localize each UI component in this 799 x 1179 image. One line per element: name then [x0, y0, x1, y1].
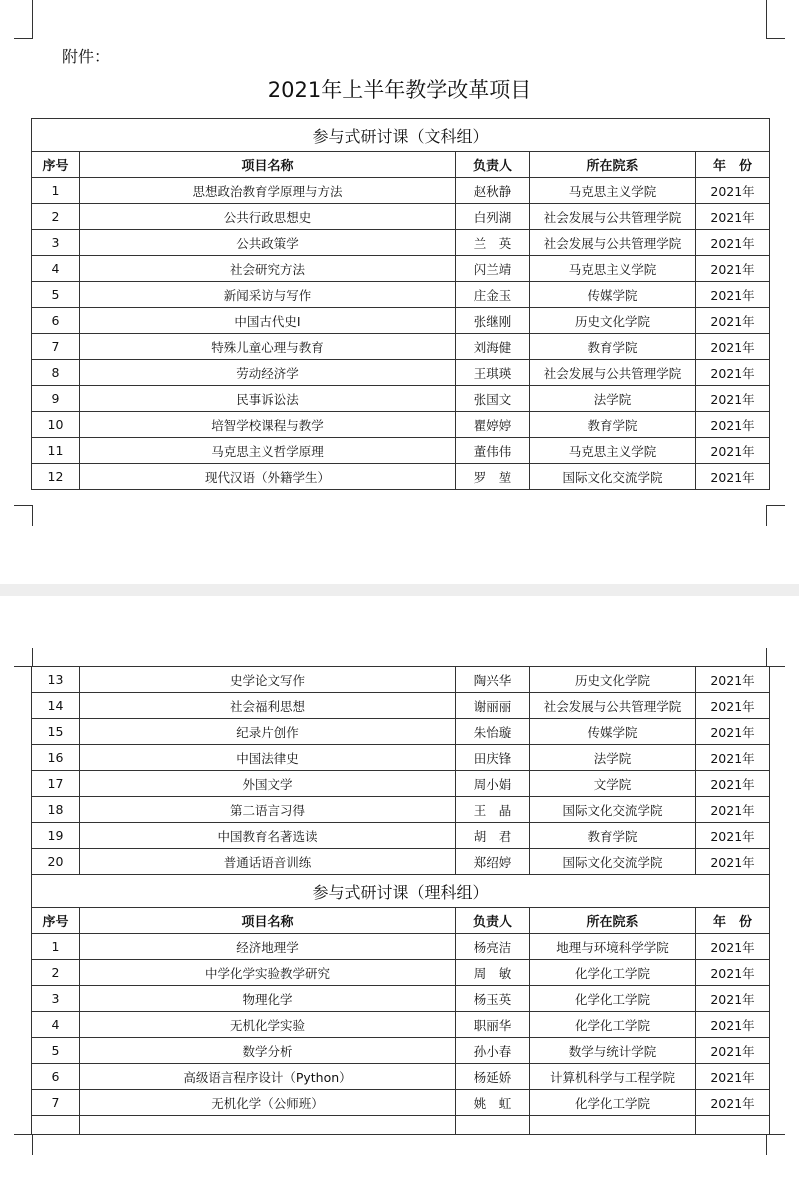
cell-leader: 庄金玉 [456, 282, 530, 308]
cell-no: 17 [32, 771, 80, 797]
cell-dept: 化学化工学院 [530, 1012, 696, 1038]
cell-no: 20 [32, 849, 80, 875]
cell-leader: 兰 英 [456, 230, 530, 256]
table-row [32, 1064, 770, 1090]
cell-year: 2021年 [696, 1064, 770, 1090]
table-row [32, 360, 770, 386]
table-row [32, 204, 770, 230]
cell-year: 2021年 [696, 386, 770, 412]
cell-name: 中国教育名著选读 [80, 823, 456, 849]
cell-year: 2021年 [696, 438, 770, 464]
header-name: 项目名称 [80, 152, 456, 178]
empty-row [32, 1116, 770, 1135]
cell-dept: 历史文化学院 [530, 308, 696, 334]
cell-no: 4 [32, 256, 80, 282]
cell-dept: 化学化工学院 [530, 1090, 696, 1116]
cell-name: 史学论文写作 [80, 667, 456, 693]
cell-dept: 教育学院 [530, 412, 696, 438]
cell-dept: 计算机科学与工程学院 [530, 1064, 696, 1090]
cell-leader: 王琪瑛 [456, 360, 530, 386]
liberal-arts-table [31, 118, 770, 490]
header-name: 项目名称 [80, 908, 456, 934]
cell-dept: 地理与环境科学学院 [530, 934, 696, 960]
cell-dept: 法学院 [530, 745, 696, 771]
cell-year: 2021年 [696, 934, 770, 960]
document-page-2 [0, 596, 799, 1179]
cell-name: 社会福利思想 [80, 693, 456, 719]
table-row [32, 960, 770, 986]
cell-name: 无机化学（公师班） [80, 1090, 456, 1116]
empty-cell [80, 1116, 456, 1135]
table-row [32, 667, 770, 693]
cell-leader: 杨延娇 [456, 1064, 530, 1090]
header-leader: 负责人 [456, 152, 530, 178]
cell-year: 2021年 [696, 178, 770, 204]
cell-leader: 白列湖 [456, 204, 530, 230]
cell-year: 2021年 [696, 667, 770, 693]
page-gap [0, 584, 799, 596]
table-row [32, 334, 770, 360]
cell-dept: 教育学院 [530, 334, 696, 360]
cell-dept: 社会发展与公共管理学院 [530, 360, 696, 386]
cell-dept: 数学与统计学院 [530, 1038, 696, 1064]
cell-leader: 职丽华 [456, 1012, 530, 1038]
table-row [32, 412, 770, 438]
section-row [32, 119, 770, 152]
cell-dept: 化学化工学院 [530, 960, 696, 986]
cell-year: 2021年 [696, 986, 770, 1012]
table-row [32, 230, 770, 256]
cell-dept: 社会发展与公共管理学院 [530, 693, 696, 719]
table-row [32, 464, 770, 490]
cell-name: 物理化学 [80, 986, 456, 1012]
cell-no: 2 [32, 204, 80, 230]
cell-name: 无机化学实验 [80, 1012, 456, 1038]
crop-mark [766, 0, 785, 39]
cell-year: 2021年 [696, 823, 770, 849]
cell-no: 7 [32, 334, 80, 360]
table-row [32, 986, 770, 1012]
cell-name: 公共行政思想史 [80, 204, 456, 230]
table-row [32, 308, 770, 334]
table-row [32, 934, 770, 960]
cell-dept: 教育学院 [530, 823, 696, 849]
table-row [32, 1012, 770, 1038]
empty-cell [456, 1116, 530, 1135]
table-row [32, 1038, 770, 1064]
cell-year: 2021年 [696, 334, 770, 360]
cell-dept: 国际文化交流学院 [530, 797, 696, 823]
crop-mark [766, 505, 785, 526]
header-row [32, 152, 770, 178]
cell-dept: 马克思主义学院 [530, 178, 696, 204]
cell-no: 6 [32, 1064, 80, 1090]
cell-leader: 董伟伟 [456, 438, 530, 464]
cell-no: 8 [32, 360, 80, 386]
cell-name: 特殊儿童心理与教育 [80, 334, 456, 360]
cell-year: 2021年 [696, 960, 770, 986]
cell-year: 2021年 [696, 693, 770, 719]
header-no: 序号 [32, 908, 80, 934]
cell-leader: 赵秋静 [456, 178, 530, 204]
crop-mark [14, 1134, 33, 1155]
cell-no: 14 [32, 693, 80, 719]
crop-mark [766, 1134, 785, 1155]
header-leader: 负责人 [456, 908, 530, 934]
header-year: 年 份 [696, 152, 770, 178]
table-row [32, 719, 770, 745]
cell-name: 经济地理学 [80, 934, 456, 960]
header-dept: 所在院系 [530, 152, 696, 178]
section-title-science: 参与式研讨课（理科组） [32, 875, 770, 908]
cell-name: 外国文学 [80, 771, 456, 797]
cell-dept: 国际文化交流学院 [530, 849, 696, 875]
cell-leader: 孙小春 [456, 1038, 530, 1064]
table-row [32, 386, 770, 412]
crop-mark [766, 648, 785, 667]
cell-no: 6 [32, 308, 80, 334]
cell-leader: 周小娟 [456, 771, 530, 797]
cell-name: 现代汉语（外籍学生） [80, 464, 456, 490]
table-row [32, 178, 770, 204]
cell-leader: 瞿婷婷 [456, 412, 530, 438]
empty-cell [32, 1116, 80, 1135]
cell-leader: 张继刚 [456, 308, 530, 334]
header-dept: 所在院系 [530, 908, 696, 934]
cell-no: 9 [32, 386, 80, 412]
cell-name: 普通话语音训练 [80, 849, 456, 875]
cell-leader: 杨玉英 [456, 986, 530, 1012]
cell-name: 思想政治教育学原理与方法 [80, 178, 456, 204]
cell-leader: 闪兰靖 [456, 256, 530, 282]
cell-name: 劳动经济学 [80, 360, 456, 386]
cell-leader: 胡 君 [456, 823, 530, 849]
cell-no: 4 [32, 1012, 80, 1038]
cell-year: 2021年 [696, 256, 770, 282]
cell-leader: 杨亮洁 [456, 934, 530, 960]
document-page-1 [0, 0, 799, 584]
cell-dept: 社会发展与公共管理学院 [530, 204, 696, 230]
empty-cell [696, 1116, 770, 1135]
cell-name: 高级语言程序设计（Python） [80, 1064, 456, 1090]
cell-year: 2021年 [696, 204, 770, 230]
cell-dept: 传媒学院 [530, 719, 696, 745]
table-row [32, 256, 770, 282]
table-row [32, 693, 770, 719]
section-title-liberal-arts: 参与式研讨课（文科组） [32, 119, 770, 152]
table-row [32, 1090, 770, 1116]
empty-cell [530, 1116, 696, 1135]
cell-name: 马克思主义哲学原理 [80, 438, 456, 464]
cell-leader: 朱怡璇 [456, 719, 530, 745]
attachment-label: 附件： [62, 47, 111, 66]
document-title: 2021年上半年教学改革项目 [267, 78, 532, 102]
cell-leader: 郑绍婷 [456, 849, 530, 875]
cell-leader: 谢丽丽 [456, 693, 530, 719]
continued-table [31, 666, 770, 1135]
cell-year: 2021年 [696, 849, 770, 875]
crop-mark [14, 648, 33, 667]
cell-name: 数学分析 [80, 1038, 456, 1064]
cell-no: 7 [32, 1090, 80, 1116]
cell-no: 1 [32, 178, 80, 204]
cell-no: 10 [32, 412, 80, 438]
table-row [32, 282, 770, 308]
header-year: 年 份 [696, 908, 770, 934]
cell-no: 18 [32, 797, 80, 823]
table-row [32, 849, 770, 875]
cell-no: 2 [32, 960, 80, 986]
cell-dept: 马克思主义学院 [530, 256, 696, 282]
cell-no: 3 [32, 986, 80, 1012]
table-row [32, 745, 770, 771]
cell-leader: 姚 虹 [456, 1090, 530, 1116]
cell-leader: 张国文 [456, 386, 530, 412]
cell-year: 2021年 [696, 719, 770, 745]
cell-year: 2021年 [696, 797, 770, 823]
cell-year: 2021年 [696, 308, 770, 334]
cell-year: 2021年 [696, 282, 770, 308]
cell-no: 16 [32, 745, 80, 771]
cell-dept: 马克思主义学院 [530, 438, 696, 464]
cell-year: 2021年 [696, 360, 770, 386]
cell-leader: 罗 堃 [456, 464, 530, 490]
cell-dept: 文学院 [530, 771, 696, 797]
cell-name: 中学化学实验教学研究 [80, 960, 456, 986]
table-row [32, 438, 770, 464]
cell-year: 2021年 [696, 771, 770, 797]
cell-dept: 传媒学院 [530, 282, 696, 308]
cell-no: 11 [32, 438, 80, 464]
table-row [32, 823, 770, 849]
cell-no: 3 [32, 230, 80, 256]
cell-leader: 王 晶 [456, 797, 530, 823]
cell-year: 2021年 [696, 1012, 770, 1038]
cell-name: 中国法律史 [80, 745, 456, 771]
cell-leader: 周 敏 [456, 960, 530, 986]
cell-dept: 化学化工学院 [530, 986, 696, 1012]
cell-name: 公共政策学 [80, 230, 456, 256]
cell-dept: 社会发展与公共管理学院 [530, 230, 696, 256]
cell-name: 社会研究方法 [80, 256, 456, 282]
cell-leader: 刘海健 [456, 334, 530, 360]
cell-year: 2021年 [696, 412, 770, 438]
cell-leader: 陶兴华 [456, 667, 530, 693]
section-row [32, 875, 770, 908]
cell-name: 民事诉讼法 [80, 386, 456, 412]
cell-dept: 国际文化交流学院 [530, 464, 696, 490]
cell-dept: 历史文化学院 [530, 667, 696, 693]
cell-no: 13 [32, 667, 80, 693]
cell-name: 中国古代史I [80, 308, 456, 334]
crop-mark [14, 0, 33, 39]
cell-dept: 法学院 [530, 386, 696, 412]
cell-no: 1 [32, 934, 80, 960]
cell-year: 2021年 [696, 464, 770, 490]
cell-no: 15 [32, 719, 80, 745]
cell-no: 5 [32, 282, 80, 308]
cell-no: 12 [32, 464, 80, 490]
cell-year: 2021年 [696, 745, 770, 771]
cell-name: 培智学校课程与教学 [80, 412, 456, 438]
header-row [32, 908, 770, 934]
table-row [32, 797, 770, 823]
cell-name: 第二语言习得 [80, 797, 456, 823]
cell-year: 2021年 [696, 1038, 770, 1064]
cell-name: 纪录片创作 [80, 719, 456, 745]
cell-year: 2021年 [696, 1090, 770, 1116]
cell-name: 新闻采访与写作 [80, 282, 456, 308]
header-no: 序号 [32, 152, 80, 178]
cell-no: 5 [32, 1038, 80, 1064]
cell-no: 19 [32, 823, 80, 849]
cell-leader: 田庆锋 [456, 745, 530, 771]
crop-mark [14, 505, 33, 526]
cell-year: 2021年 [696, 230, 770, 256]
table-row [32, 771, 770, 797]
